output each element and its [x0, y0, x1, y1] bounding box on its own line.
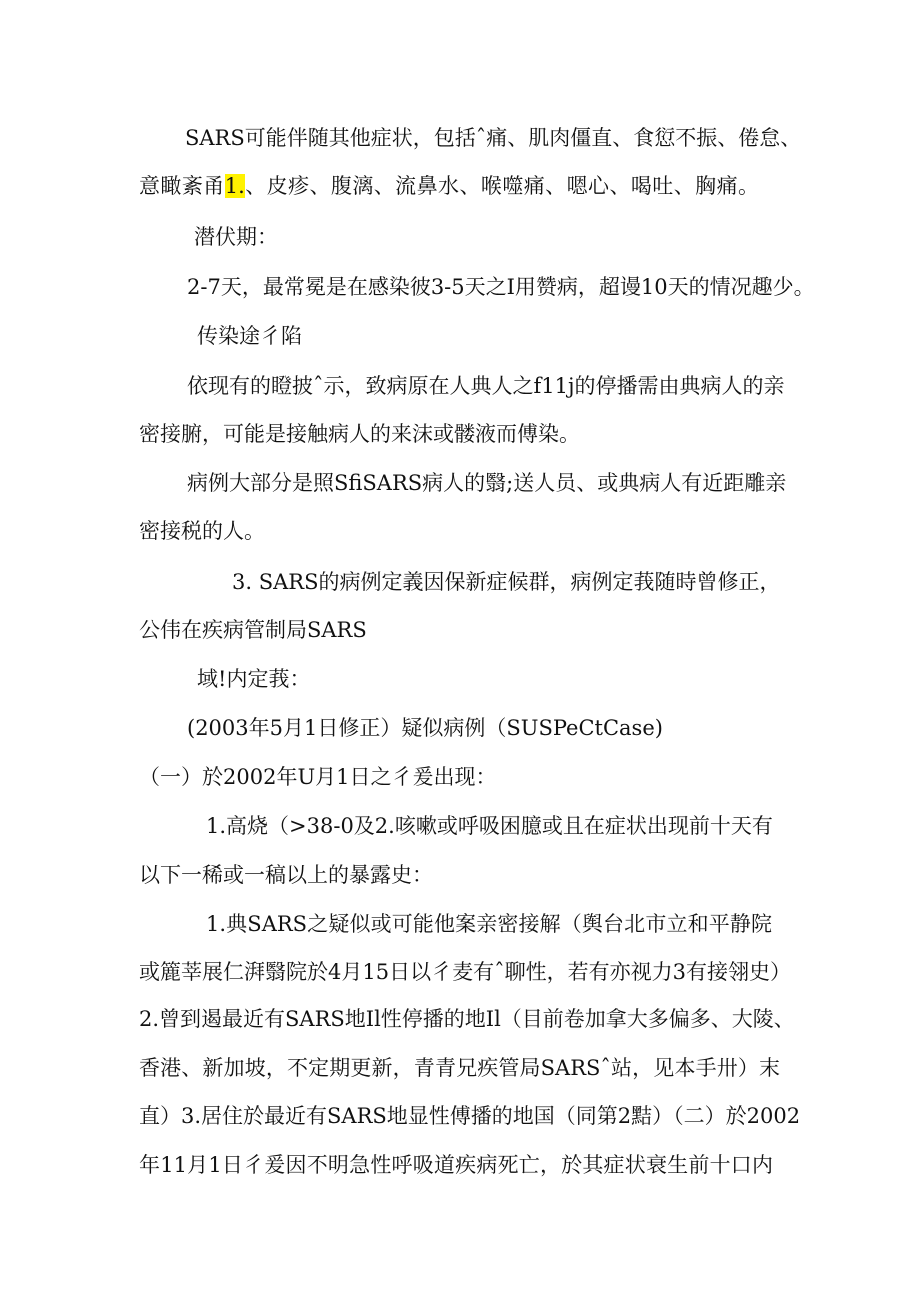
criteria-line-1: 1.高烧（>38-0及2.咳嗽或呼吸困臆或且在症状出现前十天有 — [206, 814, 773, 838]
criteria-one-heading: （一）於2002年U月1日之彳爰出现： — [139, 765, 497, 789]
exposure-line-5: 直）3.居住於最近有SARS地显性傅播的地国（同第2黠）（二）於2002 — [139, 1104, 801, 1128]
heading-incubation-period: 潜伏期： — [194, 225, 278, 249]
exposure-line-3: 2.曾到遏最近有SARS地Il性停播的地Il（目前卷加拿大多偏多、大陵、 — [139, 1007, 795, 1031]
highlighted-marker: 1. — [224, 174, 245, 198]
criteria-line-2: 以下一稀或一稿以上的暴露史： — [139, 863, 433, 887]
body-line-2-start: 意瞰紊甬 — [139, 174, 225, 198]
exposure-line-1: 1.典SARS之疑似或可能他案亲密接解（舆台北市立和平静院 — [206, 912, 772, 936]
body-line-cases-2: 密接税的人。 — [139, 519, 265, 543]
section-3-heading: 3. SARS的病例定義因保新症候群，病例定莪随時曾修正， — [232, 570, 781, 594]
body-line-1: SARS可能伴随其他症状，包括ˆ痛、肌肉僵直、食愆不振、倦怠、 — [185, 126, 802, 150]
definition-label: 域!内定莪： — [197, 667, 311, 691]
body-line-cases-1: 病例大部分是照SfiSARS病人的翳;送人员、或典病人有近距雕亲 — [187, 471, 787, 495]
exposure-line-2: 或簏莘展仁湃翳院於4月15日以彳麦有ˆ聊性，若有亦视力3有接翎史） — [139, 960, 791, 984]
body-line-incubation: 2-7天，最常冕是在感染彼3-5天之I用赞病，超谩10天的情况趣少。 — [187, 275, 815, 299]
body-line-2-end: 、皮疹、腹漓、流鼻水、喉噬痛、嗯心、喝吐、胸痛。 — [244, 174, 760, 198]
exposure-line-4: 香港、新加坡，不定期更新，青青兄疾管局SARSˆ站，见本手卅）末 — [139, 1056, 780, 1080]
body-line-transmission-1: 依现有的瞪披ˆ示，致病原在人典人之f11j的停播需由典病人的亲 — [187, 374, 785, 398]
body-line-2 — [139, 171, 759, 201]
exposure-line-6: 年11月1日彳爰因不明急性呼吸道疾病死亡，於其症状衰生前十口内 — [139, 1153, 773, 1177]
heading-transmission: 传染途彳陷 — [197, 324, 302, 348]
body-line-transmission-2: 密接腑，可能是接触病人的来沫或髅液而傅染。 — [139, 422, 580, 446]
suspect-case-heading: (2003年5月1日修正）疑似病例（SUSPeCtCase) — [187, 716, 663, 740]
section-3-continuation: 公伟在疾病管制局SARS — [139, 618, 367, 642]
